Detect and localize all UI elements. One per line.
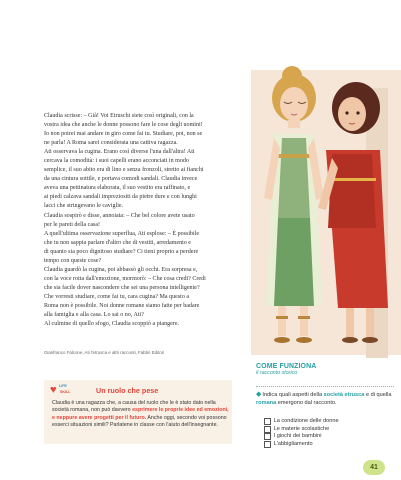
story-line: cercava la comodità: i suoi capelli erano acconciati in modo: [44, 158, 189, 165]
heart-icon: ♥: [50, 384, 57, 396]
badge-label-bottom: SKILL: [60, 390, 71, 394]
story-line: lacci che stringevano le caviglie.: [44, 203, 124, 210]
life-skill-text: [52, 400, 230, 430]
source-credit: Gianfranco Falcone, Ati l'etrusca e altri racconti, Fabbri Editori: [44, 350, 165, 355]
checkbox[interactable]: [264, 433, 271, 440]
story-text: [44, 112, 240, 329]
story-line: di quanto sia poco dignitoso studiare? Ci tieni proprio a perdere: [44, 248, 199, 255]
story-line: Claudia scrisse: – Già! Voi Etruschi siete così originali, con la: [44, 113, 194, 119]
story-line: Roma non è possibile. Noi donne romane siamo fatte per badare: [44, 302, 200, 309]
come-funziona-title: COME FUNZIONA: [256, 363, 317, 370]
story-line: Al culmine di quello sfogo, Claudia scoppiò a piangere.: [44, 321, 180, 328]
life-skill-box: [44, 380, 232, 444]
story-line: Claudia guardò la cugina, poi abbassò gli occhi. Era sorpresa e,: [44, 266, 198, 273]
story-line: con la voce rotta dall'emozione, mormorò: – Che cosa credi? Credi: [44, 275, 206, 282]
story-line: aveva una pettinatura elaborata, il suo vestito era raffinato, e: [44, 185, 191, 192]
answer-option[interactable]: [264, 418, 394, 426]
story-line: Claudia sospirò e disse, annoiata: – Che bel colore avete usato: [44, 212, 195, 219]
badge-label-top: LIFE: [59, 384, 67, 388]
answer-option-label: L'abbigliamento: [273, 440, 313, 447]
life-skill-title: Un ruolo che pese: [96, 385, 159, 395]
question-part: Indica quali aspetti della: [262, 392, 324, 398]
answer-option-label: Le materie scolastiche: [273, 425, 330, 432]
life-skill-highlight: esprimere le proprie idee ed emozioni, e neppure avere progetti per il futuro.: [52, 407, 229, 421]
story-line: alla famiglia e alla casa. Lo sai o no, Ati?: [44, 312, 144, 319]
story-line: da una cintura sottile, e portava comodi sandali. Claudia invece: [44, 176, 198, 183]
come-funziona-subtitle: il racconto storico: [256, 370, 298, 376]
checkbox[interactable]: [264, 441, 271, 448]
checkbox[interactable]: [264, 426, 271, 433]
story-line: per le pareti della casa!: [44, 221, 101, 228]
story-line: che sia facile dover nascondere che sei una persona intelligente?: [44, 284, 200, 291]
story-line: che tu non sappia parlare d'altro che di vestiti, arredamento e: [44, 239, 191, 246]
story-line: vostra idea che anche le donne possono fare le cose degli uomini!: [44, 122, 203, 129]
answer-option[interactable]: [264, 441, 394, 449]
divider: [256, 386, 394, 388]
answer-option[interactable]: [264, 426, 394, 434]
story-line: ne parla! A Roma sarei considerata una cattiva ragazza.: [44, 140, 178, 147]
question-part: e di quella: [364, 392, 392, 398]
question-highlight: società etrusca: [323, 392, 365, 398]
answer-option[interactable]: [264, 433, 394, 441]
life-skill-text-part: Claudia è una ragazza che, a causa del ruolo che le è stato dato nella società romana, non può davvero: [52, 400, 216, 414]
come-funziona-panel: [256, 363, 396, 447]
story-line: Io non potrei mai andare in giro come fai tu. Studiare, poi, non se: [44, 131, 203, 138]
illustration-two-girls: [248, 58, 401, 358]
life-skill-badge-icon: [50, 383, 72, 397]
story-line: Che vorresti studiare, come fai tu, cara cugina? Ma questo a: [44, 293, 190, 300]
checkbox[interactable]: [264, 418, 271, 425]
come-funziona-question: [256, 391, 396, 407]
story-line: ai piedi calzava sandali impreziositi da pietre dure e con lunghi: [44, 194, 197, 201]
answer-options: [264, 418, 394, 448]
question-highlight: romana: [256, 399, 277, 406]
diamond-bullet-icon: ◆: [256, 391, 262, 398]
life-skill-header: [50, 383, 158, 397]
answer-option-label: I giochi dei bambini: [273, 433, 322, 439]
story-line: tempo con queste cose?: [44, 257, 102, 264]
question-part: emergono dal racconto.: [276, 399, 337, 406]
story-line: semplice, il suo abito era di lino e senza fronzoli, stretto ai fianchi: [44, 167, 204, 174]
story-line: Ati osservava la cugina. Erano così diverse l'una dall'altra! Ati: [44, 149, 195, 156]
story-line: A quell'ultima osservazione superflua, Ati esplose: – È possibile: [44, 230, 200, 237]
life-skill-text-part: Anche oggi, secondo voi possono esserci situazioni simili? Parlatene in classe con l'aiuto dell'insegnante.: [52, 414, 227, 429]
page-number: 41: [363, 460, 385, 475]
answer-option-label: La condizione delle donne: [273, 418, 339, 424]
